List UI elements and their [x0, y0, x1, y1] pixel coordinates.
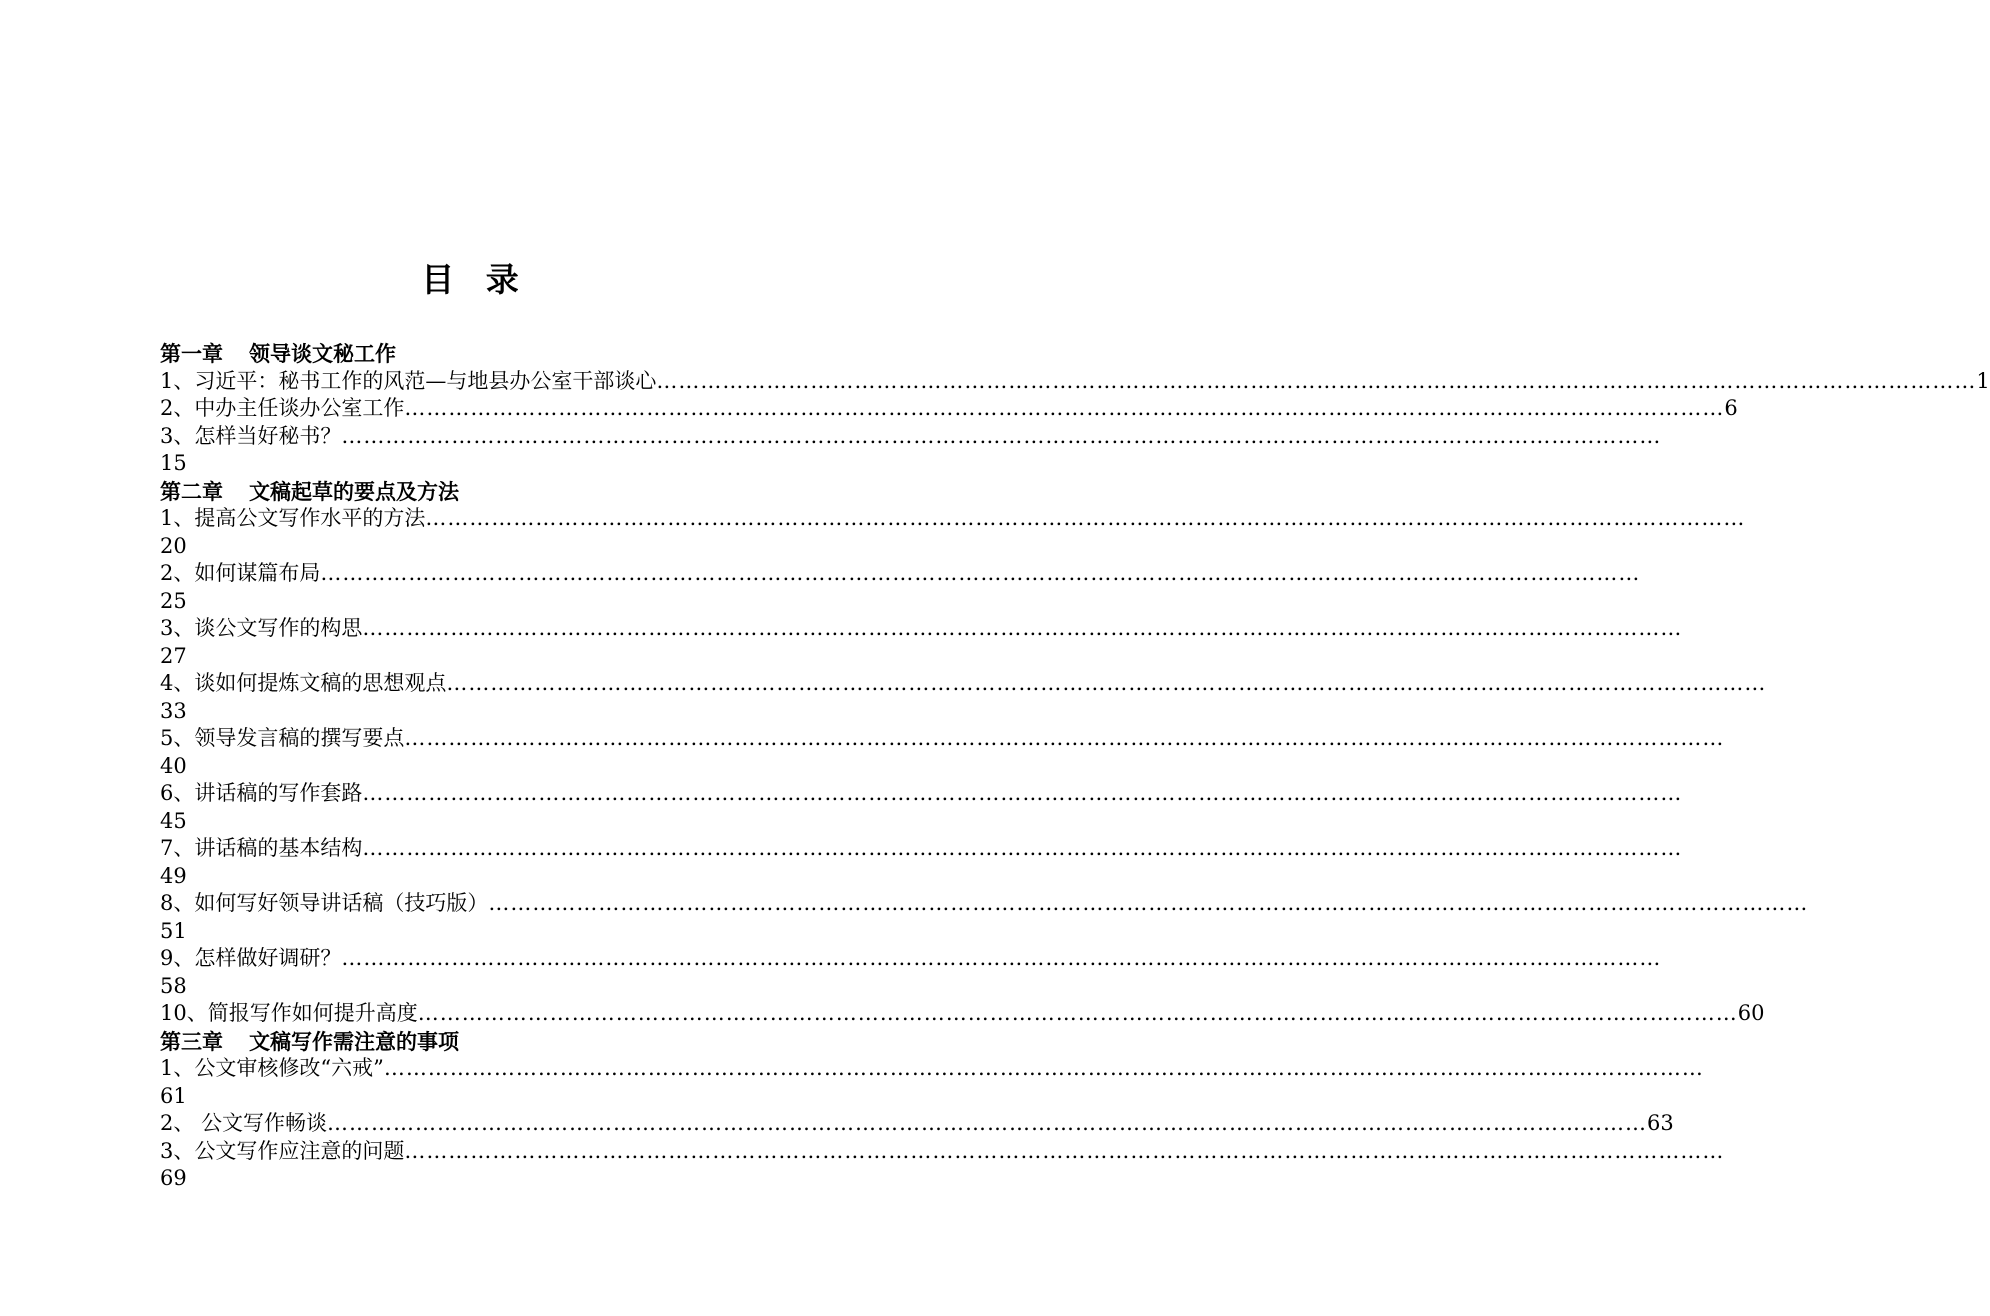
- toc-entry-label: 3、谈公文写作的构思: [160, 616, 363, 640]
- toc-page-number-line: [160, 918, 792, 946]
- chapter-title: 领导谈文秘工作: [249, 341, 396, 366]
- toc-entry-label: 2、中办主任谈办公室工作: [160, 396, 405, 420]
- toc-page-number: 60: [1737, 1001, 1765, 1025]
- toc-leader-dots: ………………………………………………………………………………………………………………………………………………………………: [404, 1138, 1725, 1163]
- toc-page-number: 27: [160, 643, 187, 668]
- toc-entry-label: 1、习近平：秘书工作的风范—与地县办公室干部谈心: [160, 368, 657, 393]
- chapter-number: 第一章: [160, 341, 223, 366]
- toc-entry-label: 2、如何谋篇布局: [160, 561, 321, 585]
- toc-leader-dots: ………………………………………………………………………………………………………………………………………………………………: [446, 671, 1767, 695]
- toc-entry-label: 3、公文写作应注意的问题: [160, 1138, 405, 1163]
- page-title: 目 录: [421, 260, 529, 299]
- toc-entry-label: 7、讲话稿的基本结构: [160, 836, 363, 860]
- toc-page-number-line: [160, 1165, 792, 1193]
- toc-entry[interactable]: [160, 945, 1662, 973]
- toc-entry[interactable]: [160, 423, 1662, 451]
- toc-page-number-line: [160, 863, 792, 891]
- toc-leader-dots: ………………………………………………………………………………………………………………………………………………………………: [341, 946, 1662, 970]
- toc-page-number-line: [160, 1083, 792, 1111]
- toc-page-number: 6: [1724, 396, 1738, 420]
- toc-page-number: 15: [160, 451, 187, 475]
- toc-entry[interactable]: [160, 670, 1767, 698]
- toc-entry[interactable]: [160, 1055, 1704, 1083]
- toc-page-number: 33: [160, 698, 187, 723]
- toc-entry-label: 3、怎样当好秘书？: [160, 423, 342, 448]
- toc-page-number-line: [160, 808, 792, 836]
- toc-entry[interactable]: [160, 395, 1738, 423]
- toc-page-number-line: [160, 973, 792, 1001]
- toc-page-number-line: [160, 698, 792, 726]
- toc-entry[interactable]: [160, 890, 1809, 918]
- toc-page-number-line: [160, 588, 792, 616]
- toc-page-number-line: [160, 533, 792, 561]
- toc-entry-label: 1、公文审核修改“六戒”: [160, 1056, 384, 1080]
- toc-entry[interactable]: [160, 560, 1641, 588]
- toc-page-number: 25: [160, 588, 187, 613]
- toc-leader-dots: ………………………………………………………………………………………………………………………………………………………………: [417, 1001, 1738, 1025]
- toc-entry[interactable]: [160, 615, 1683, 643]
- toc-page-number: 63: [1647, 1111, 1674, 1135]
- toc-page-number: 61: [160, 1083, 187, 1108]
- toc-page-number: 69: [160, 1166, 187, 1190]
- chapter-number: 第三章: [160, 1028, 223, 1054]
- toc-entry[interactable]: [160, 505, 1746, 533]
- toc-entry-label: 9、怎样做好调研？: [160, 946, 342, 970]
- toc-leader-dots: ………………………………………………………………………………………………………………………………………………………………: [362, 616, 1683, 640]
- toc-entry[interactable]: [160, 1000, 1765, 1028]
- toc-leader-dots: ………………………………………………………………………………………………………………………………………………………………: [320, 561, 1641, 585]
- toc-page-number: 1: [1976, 368, 1990, 393]
- toc-chapter-heading: [160, 1028, 792, 1056]
- chapter-title: 文稿写作需注意的事项: [249, 1028, 459, 1054]
- toc-entry[interactable]: [160, 1110, 1674, 1138]
- toc-page-number-line: [160, 753, 792, 781]
- toc-leader-dots: ………………………………………………………………………………………………………………………………………………………………: [383, 1056, 1704, 1080]
- toc-entry-label: 1、提高公文写作水平的方法: [160, 506, 426, 530]
- toc-page-number: 20: [160, 533, 187, 558]
- chapter-title: 文稿起草的要点及方法: [249, 478, 459, 504]
- toc-leader-dots: ………………………………………………………………………………………………………………………………………………………………: [362, 836, 1683, 860]
- toc-leader-dots: ………………………………………………………………………………………………………………………………………………………………: [404, 396, 1725, 420]
- toc-page-number: 58: [160, 973, 187, 998]
- toc-entry[interactable]: [160, 725, 1725, 753]
- toc-leader-dots: ………………………………………………………………………………………………………………………………………………………………: [404, 726, 1725, 750]
- toc-entry-label: 8、如何写好领导讲话稿（技巧版）: [160, 891, 489, 915]
- toc-leader-dots: ………………………………………………………………………………………………………………………………………………………………: [327, 1111, 1648, 1135]
- toc-entry-label: 6、讲话稿的写作套路: [160, 781, 363, 805]
- toc-entry-label: 4、谈如何提炼文稿的思想观点: [160, 671, 447, 695]
- toc-leader-dots: ………………………………………………………………………………………………………………………………………………………………: [341, 423, 1662, 448]
- table-of-contents: [160, 340, 1990, 1193]
- toc-leader-dots: ………………………………………………………………………………………………………………………………………………………………: [488, 891, 1809, 915]
- toc-entry[interactable]: [160, 368, 1990, 396]
- toc-leader-dots: ………………………………………………………………………………………………………………………………………………………………: [656, 368, 1977, 393]
- toc-entry-label: 10、简报写作如何提升高度: [160, 1001, 418, 1025]
- toc-entry-label: 2、 公文写作畅谈: [160, 1111, 328, 1135]
- toc-page-number: 51: [160, 918, 187, 943]
- toc-entry[interactable]: [160, 1138, 1725, 1166]
- toc-entry[interactable]: [160, 780, 1683, 808]
- chapter-number: 第二章: [160, 478, 223, 504]
- toc-entry[interactable]: [160, 835, 1683, 863]
- toc-leader-dots: ………………………………………………………………………………………………………………………………………………………………: [362, 781, 1683, 805]
- toc-entry-label: 5、领导发言稿的撰写要点: [160, 726, 405, 750]
- toc-page-number-line: [160, 643, 792, 671]
- toc-leader-dots: ………………………………………………………………………………………………………………………………………………………………: [425, 506, 1746, 530]
- toc-chapter-heading: [160, 478, 792, 506]
- toc-page-number: 45: [160, 808, 187, 833]
- toc-chapter-heading: [160, 340, 792, 368]
- toc-page-number: 49: [160, 863, 187, 888]
- toc-page-number: 40: [160, 753, 187, 778]
- toc-page-number-line: [160, 450, 792, 478]
